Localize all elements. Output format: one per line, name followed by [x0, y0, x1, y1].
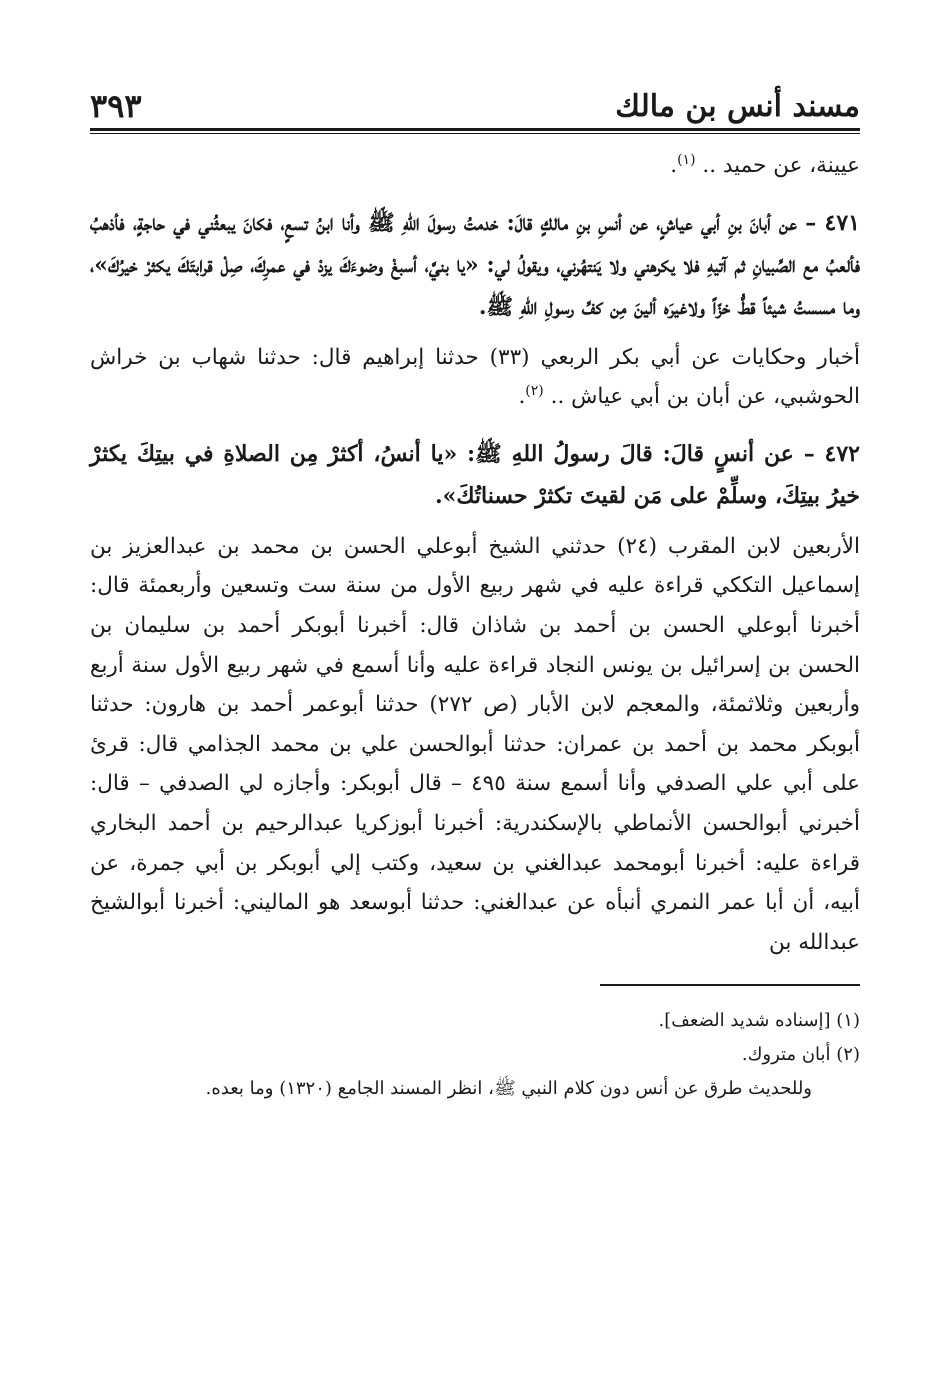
header-rule-thin — [90, 133, 860, 134]
source-paragraph-472: الأربعين لابن المقرب (٢٤) حدثني الشيخ أبوعلي الحسن بن محمد بن عبدالعزيز بن إسماعيل التككي قراءة عليه في شهر ربيع الأول من سنة ست وتسعين وأربعمئة قال: أخبرنا أبوعلي الحسن بن أحمد بن شاذان قال: أخبرنا أبوبكر أحمد بن سليمان بن الحسن بن إسرائيل بن يونس النجاد قراءة عليه وأنا أسمع في شهر ربيع الأول سنة أربع وأربعين وثلاثمئة، والمعجم لابن الأبار (ص ٢٧٢) حدثنا أبوعمر أحمد بن هارون: حدثنا أبوبكر محمد بن أحمد بن عمران: حدثنا أبوالحسن علي بن محمد الجذامي قال: قرئ على أبي علي الصدفي وأنا أسمع سنة ٤٩٥ – قال أبوبكر: وأجازه لي الصدفي – قال: أخبرني أبوالحسن الأنماطي بالإسكندرية: أخبرنا أبوزكريا عبدالرحيم بن أحمد البخاري قراءة عليه: أخبرنا أبومحمد عبدالغني بن سعيد، وكتب إلي أبوبكر بن أبي جمرة، عن أبيه، أن أبا عمر النمري أنبأه عن عبدالغني: حدثنا أبوسعد هو الماليني: أخبرنا أبوالشيخ عبدالله بن — [90, 533, 861, 955]
source-paragraph-471: أخبار وحكايات عن أبي بكر الربعي (٣٣) حدثنا إبراهيم قال: حدثنا شهاب بن خراش الحوشبي، عن أبان بن أبي عياش .. $^{(٢)}$. — [90, 344, 861, 410]
book-page — [90, 78, 860, 1106]
footnote-ref-2: (٢) — [525, 383, 544, 400]
hadith-472: ٤٧٢ – عن أنسٍ قالَ: قالَ رسولُ اللهِ ﷺ: «يا أنسُ، أكثرْ مِن الصلاةِ في بيتِكَ يكثرْ خيرُ بيتِكَ، وسلِّمْ على مَن لقيتَ تكثرْ حسناتُكَ». — [90, 440, 860, 509]
main-text — [90, 146, 860, 962]
header-rule — [90, 128, 860, 131]
book-title: مسند أنس بن مالك — [615, 89, 860, 124]
page-number: ٣٩٣ — [90, 87, 142, 125]
footnote-separator — [600, 984, 860, 986]
continuation-text: عيينة، عن حميد .. — [702, 153, 860, 178]
footnotes — [90, 1004, 860, 1106]
running-head — [90, 78, 860, 125]
source-text-471: أخبار وحكايات عن أبي بكر الربعي (٣٣) حدثنا إبراهيم قال: حدثنا شهاب بن خراش الحوشبي، عن أبان بن أبي عياش .. — [90, 344, 861, 410]
footnote-2-continued: وللحديث طرق عن أنس دون كلام النبي ﷺ، انظر المسند الجامع (١٣٢٠) وما بعده. — [205, 1078, 812, 1100]
footnote-1: (١) [إسناده شديد الضعف]. — [658, 1010, 860, 1032]
continuation-paragraph: عيينة، عن حميد .. $^{(١)}$. — [670, 151, 860, 178]
hadith-471: ٤٧١ – عن أبانَ بنِ أبي عياشٍ، عن أنسِ بنِ مالكٍ قالَ: خدمتُ رسولَ اللهِ ﷺ وأنا ابنُ تسعٍ، فكانَ يبعثُني في حاجةٍ، فأذهبُ فألعبُ مع الصِّبيانِ ثم آتيهِ فلا يكرهني ولا يَنتهُرني، ويقولُ لي: «يا بنيَّ، أسبغْ وضوءَكَ يزدْ في عمرِكَ، صِلْ قرابتَكَ يكثرْ خيرُكَ»، وما مسستُ شيئاً قطُّ خزّاً ولاغيرَه ألينَ مِن كفِّ رسولِ اللهِ ﷺ. — [90, 209, 860, 320]
footnote-ref-1: (١) — [677, 151, 696, 168]
footnote-2: (٢) أبان متروك. — [741, 1044, 860, 1066]
